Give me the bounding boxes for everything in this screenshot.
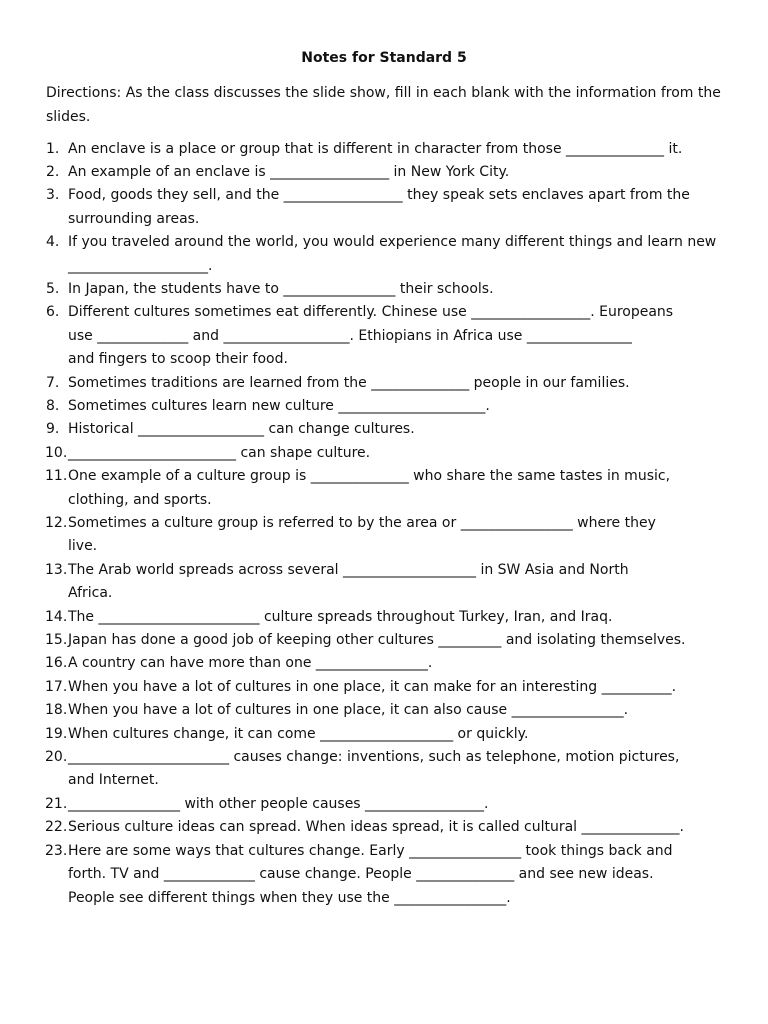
question-text-line: An example of an enclave is _________________ in New York City. [68, 163, 510, 180]
question-text-line: Historical __________________ can change cultures. [68, 421, 415, 438]
question-text-line: When cultures change, it can come ___________________ or quickly. [68, 725, 529, 742]
question-text-line: One example of a culture group is ______________ who share the same tastes in music, [68, 468, 671, 485]
question-item [0, 629, 728, 652]
question-number: 23. [45, 842, 68, 859]
question-text-line: In Japan, the students have to ________________ their schools. [68, 280, 494, 297]
question-text-line: When you have a lot of cultures in one place, it can also cause ________________. [68, 702, 629, 719]
question-text-line: People see different things when they use the ________________. [68, 889, 511, 906]
question-number: 16. [45, 655, 68, 672]
question-number: 13. [45, 561, 68, 578]
question-item [0, 676, 728, 699]
question-number: 10. [45, 444, 68, 461]
question-item [0, 395, 728, 418]
question-item [0, 138, 728, 161]
question-item [0, 442, 728, 465]
question-item [0, 372, 728, 395]
question-text-line: _______________________ causes change: inventions, such as telephone, motion pictures, [68, 749, 680, 766]
question-item [0, 278, 728, 301]
question-text-line: Japan has done a good job of keeping other cultures _________ and isolating themselves. [68, 632, 686, 649]
question-text-line: A country can have more than one ________________. [68, 655, 433, 672]
question-number: 20. [45, 749, 68, 766]
question-text-line: Sometimes traditions are learned from the ______________ people in our families. [68, 374, 630, 391]
question-number: 11. [45, 468, 68, 485]
question-number: 6. [46, 304, 60, 321]
question-text-line: and Internet. [68, 772, 159, 789]
question-text-line: An enclave is a place or group that is different in character from those ______________ it. [68, 140, 683, 157]
question-text-line: The Arab world spreads across several ___________________ in SW Asia and North [68, 561, 629, 578]
question-item [0, 746, 728, 793]
question-item [0, 512, 728, 559]
question-text-line: Here are some ways that cultures change. Early ________________ took things back and [68, 842, 673, 859]
question-text-line: ____________________. [68, 257, 213, 274]
question-number: 14. [45, 608, 68, 625]
question-number: 5. [46, 280, 60, 297]
question-text-line: clothing, and sports. [68, 491, 212, 508]
question-text-line: Food, goods they sell, and the _________________ they speak sets enclaves apart from the [68, 187, 690, 204]
question-number: 8. [46, 397, 60, 414]
question-item [0, 465, 728, 512]
question-item [0, 301, 728, 371]
question-text-line: use _____________ and __________________. Ethiopians in Africa use _______________ [68, 327, 632, 344]
question-item [0, 161, 728, 184]
question-item [0, 606, 728, 629]
question-text-line: Sometimes cultures learn new culture _____________________. [68, 397, 490, 414]
question-item [0, 652, 728, 675]
question-text-line: Serious culture ideas can spread. When ideas spread, it is called cultural ______________. [68, 819, 684, 836]
question-text-line: and fingers to scoop their food. [68, 351, 288, 368]
question-item [0, 816, 728, 839]
question-list [0, 138, 768, 910]
question-item [0, 723, 728, 746]
question-number: 1. [46, 140, 60, 157]
question-number: 15. [45, 632, 68, 649]
question-number: 2. [46, 163, 60, 180]
question-number: 18. [45, 702, 68, 719]
question-item [0, 793, 728, 816]
question-item [0, 699, 728, 722]
question-number: 22. [45, 819, 68, 836]
directions-text: Directions: As the class discusses the slide show, fill in each blank with the information from the slides. [46, 85, 721, 125]
question-text-line: surrounding areas. [68, 210, 200, 227]
question-item [0, 840, 728, 910]
question-item [0, 418, 728, 441]
question-number: 9. [46, 421, 60, 438]
question-item [0, 231, 728, 278]
question-text-line: ________________ with other people causes _________________. [68, 795, 489, 812]
question-text-line: forth. TV and _____________ cause change. People ______________ and see new ideas. [68, 866, 654, 883]
question-text-line: ________________________ can shape culture. [68, 444, 371, 461]
question-text-line: When you have a lot of cultures in one place, it can make for an interesting __________. [68, 678, 677, 695]
question-item [0, 559, 728, 606]
question-text-line: Different cultures sometimes eat differently. Chinese use _________________. Europeans [68, 304, 674, 321]
question-text-line: Sometimes a culture group is referred to by the area or ________________ where they [68, 515, 656, 531]
question-number: 3. [46, 187, 60, 204]
question-number: 19. [45, 725, 68, 742]
page-title: Notes for Standard 5 [301, 50, 467, 66]
question-number: 12. [45, 515, 68, 531]
question-text-line: Africa. [68, 585, 113, 602]
question-number: 7. [46, 374, 60, 391]
question-item [0, 184, 728, 231]
question-text-line: live. [68, 538, 98, 555]
question-number: 4. [46, 234, 60, 251]
question-text-line: The _______________________ culture spreads throughout Turkey, Iran, and Iraq. [68, 608, 613, 625]
question-text-line: If you traveled around the world, you would experience many different things and learn new [68, 234, 717, 251]
question-number: 17. [45, 678, 68, 695]
question-number: 21. [45, 795, 68, 812]
